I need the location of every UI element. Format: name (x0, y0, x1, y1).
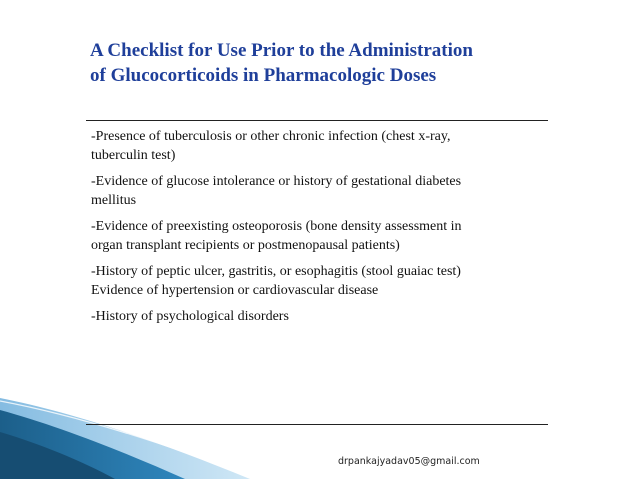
checklist-item-line: mellitus (91, 193, 137, 208)
top-divider (86, 120, 548, 121)
checklist-item-line: -History of peptic ulcer, gastritis, or esophagitis (stool guaiac test) (91, 264, 461, 279)
bottom-divider (86, 424, 548, 425)
slide-title-line-1: A Checklist for Use Prior to the Administration (90, 40, 473, 61)
checklist-item (91, 307, 541, 326)
checklist-item-line: Evidence of hypertension or cardiovascular disease (91, 283, 379, 298)
checklist-item-line: -Presence of tuberculosis or other chronic infection (chest x-ray, (91, 129, 451, 144)
checklist-item (91, 217, 541, 255)
checklist-item-line: tuberculin test) (91, 148, 176, 163)
checklist-item-line: -Evidence of glucose intolerance or history of gestational diabetes (91, 174, 462, 189)
checklist-item (91, 172, 541, 210)
checklist (91, 127, 541, 333)
checklist-item (91, 262, 541, 300)
checklist-item-line: -Evidence of preexisting osteoporosis (bone density assessment in (91, 219, 462, 234)
slide-title (90, 38, 560, 88)
checklist-item-line: organ transplant recipients or postmenopausal patients) (91, 238, 400, 253)
footer-email: drpankajyadav05@gmail.com (338, 456, 480, 467)
slide-title-line-2: of Glucocorticoids in Pharmacologic Doses (90, 65, 437, 86)
checklist-item-line: -History of psychological disorders (91, 309, 289, 324)
checklist-item (91, 127, 541, 165)
